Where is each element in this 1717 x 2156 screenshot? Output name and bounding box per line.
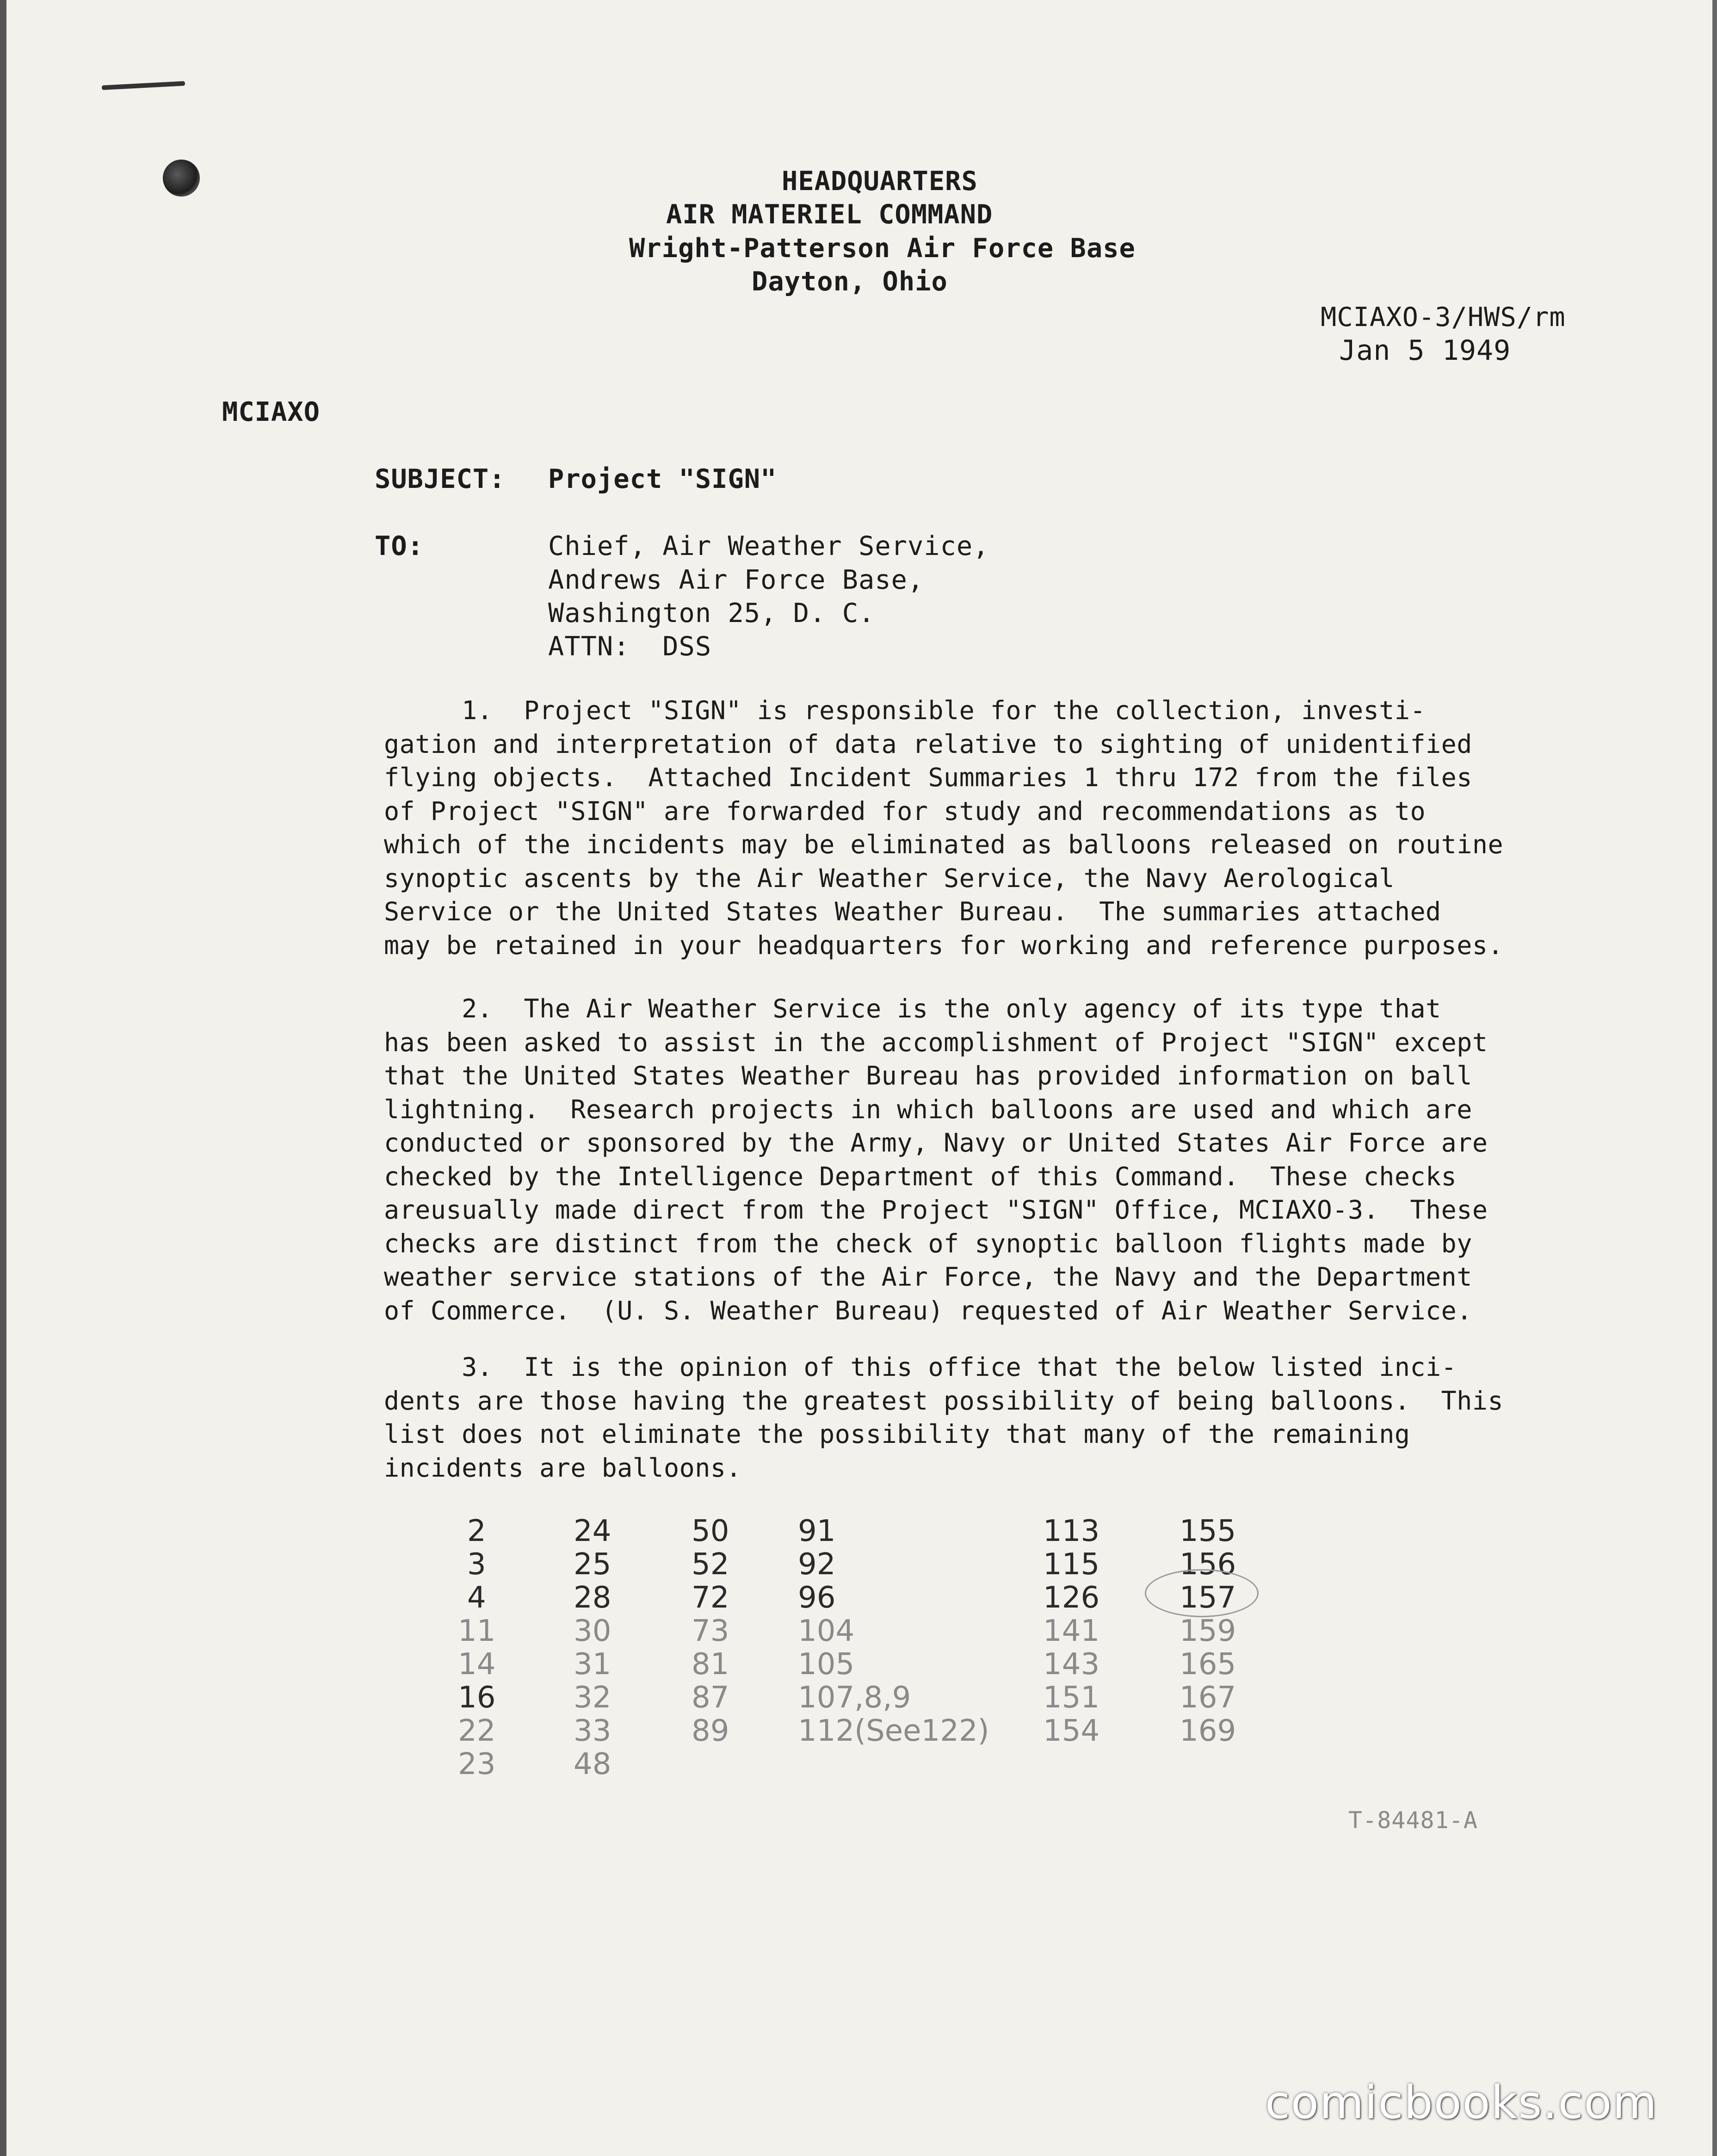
incident-number: 126 [1043, 1581, 1100, 1615]
incident-number: 156 [1180, 1547, 1236, 1582]
incident-number: 143 [1043, 1647, 1100, 1682]
office-symbol: MCIAXO [222, 397, 320, 427]
document-number: T-84481-A [1348, 1807, 1478, 1834]
incident-number: 73 [692, 1614, 729, 1648]
incident-number: 50 [692, 1514, 729, 1548]
incident-number: 11 [458, 1614, 496, 1648]
incident-number: 16 [458, 1681, 496, 1715]
incident-number: 24 [574, 1514, 611, 1548]
incident-number: 105 [798, 1647, 855, 1682]
letterhead-line-4: Dayton, Ohio [752, 266, 948, 297]
incident-number: 169 [1180, 1714, 1236, 1748]
incident-number: 157 [1180, 1581, 1236, 1615]
incident-number: 31 [574, 1647, 611, 1682]
punch-hole-mark [163, 160, 200, 197]
subject-label: SUBJECT: [375, 464, 506, 494]
incident-number: 52 [692, 1547, 729, 1582]
watermark: comicbooks.com [1265, 2076, 1658, 2129]
to-line-3: Washington 25, D. C. [548, 598, 875, 628]
reference-date: Jan 5 1949 [1339, 334, 1511, 367]
incident-number: 33 [574, 1714, 611, 1748]
incident-number: 3 [467, 1547, 486, 1582]
incident-number: 81 [692, 1647, 729, 1682]
scan-edge-right [1712, 0, 1717, 2156]
incident-number: 91 [798, 1514, 836, 1548]
incident-number: 87 [692, 1681, 729, 1715]
paragraph-1: 1. Project "SIGN" is responsible for the collection, investi- gation and interpretation of data relative to sighting of unidentified flying objects. Attached Incident Summaries 1 thru 172 from the files of Project "SIGN" are forwarded for study and recommendations as to which of the incidents may be eliminated as balloons released on routine synoptic ascents by the Air Weather Service, the Navy Aerological Service or the United States Weather Bureau. The summaries attached may be retained in your headquarters for working and reference purposes. [384, 696, 1504, 960]
paragraph-3: 3. It is the opinion of this office that the below listed inci- dents are those having the greatest possibility of being balloons. This list does not eliminate the possibility that many of the remaining incidents are balloons. [384, 1352, 1504, 1483]
to-line-1: Chief, Air Weather Service, [548, 531, 989, 561]
letterhead-line-3: Wright-Patterson Air Force Base [629, 233, 1136, 264]
incident-number: 112(See122) [798, 1714, 989, 1748]
to-line-4: ATTN: DSS [548, 631, 712, 662]
incident-number: 159 [1180, 1614, 1236, 1648]
incident-number: 113 [1043, 1514, 1100, 1548]
subject-text: Project "SIGN" [548, 464, 777, 494]
incident-number: 4 [467, 1581, 486, 1615]
incident-number: 28 [574, 1581, 611, 1615]
incident-number: 141 [1043, 1614, 1100, 1648]
incident-number: 32 [574, 1681, 611, 1715]
incident-number: 48 [574, 1747, 611, 1781]
paragraph-2: 2. The Air Weather Service is the only agency of its type that has been asked to assist in the accomplishment of Project "SIGN" except that the United States Weather Bureau has provided information on ball lightning. Research projects in which balloons are used and which are conducted or sponsored by the Army, Navy or United States Air Force are checked by the Intelligence Department of this Command. These checks areusually made direct from the Project "SIGN" Office, MCIAXO-3. These checks are distinct from the check of synoptic balloon flights made by weather service stations of the Air Force, the Navy and the Department of Commerce. (U. S. Weather Bureau) requested of Air Weather Service. [384, 994, 1488, 1325]
hand-drawn-circle [1145, 1569, 1259, 1617]
scan-edge-left [0, 0, 6, 2156]
incident-number: 25 [574, 1547, 611, 1582]
to-label: TO: [375, 531, 424, 561]
reference-code: MCIAXO-3/HWS/rm [1321, 302, 1566, 333]
incident-number: 14 [458, 1647, 496, 1682]
incident-number: 2 [467, 1514, 486, 1548]
incident-number: 72 [692, 1581, 729, 1615]
letterhead-line-2: AIR MATERIEL COMMAND [666, 199, 993, 230]
incident-number: 23 [458, 1747, 496, 1781]
incident-number: 22 [458, 1714, 496, 1748]
letterhead-line-1: HEADQUARTERS [782, 166, 978, 197]
incident-number: 167 [1180, 1681, 1236, 1715]
incident-number: 154 [1043, 1714, 1100, 1748]
incident-number: 92 [798, 1547, 836, 1582]
incident-number: 96 [798, 1581, 836, 1615]
incident-number: 115 [1043, 1547, 1100, 1582]
to-line-2: Andrews Air Force Base, [548, 565, 924, 595]
incident-number: 107,8,9 [798, 1681, 911, 1715]
incident-number: 155 [1180, 1514, 1236, 1548]
pen-mark [102, 81, 185, 90]
incident-number: 104 [798, 1614, 855, 1648]
incident-number: 89 [692, 1714, 729, 1748]
incident-number: 165 [1180, 1647, 1236, 1682]
incident-number: 30 [574, 1614, 611, 1648]
incident-number: 151 [1043, 1681, 1100, 1715]
